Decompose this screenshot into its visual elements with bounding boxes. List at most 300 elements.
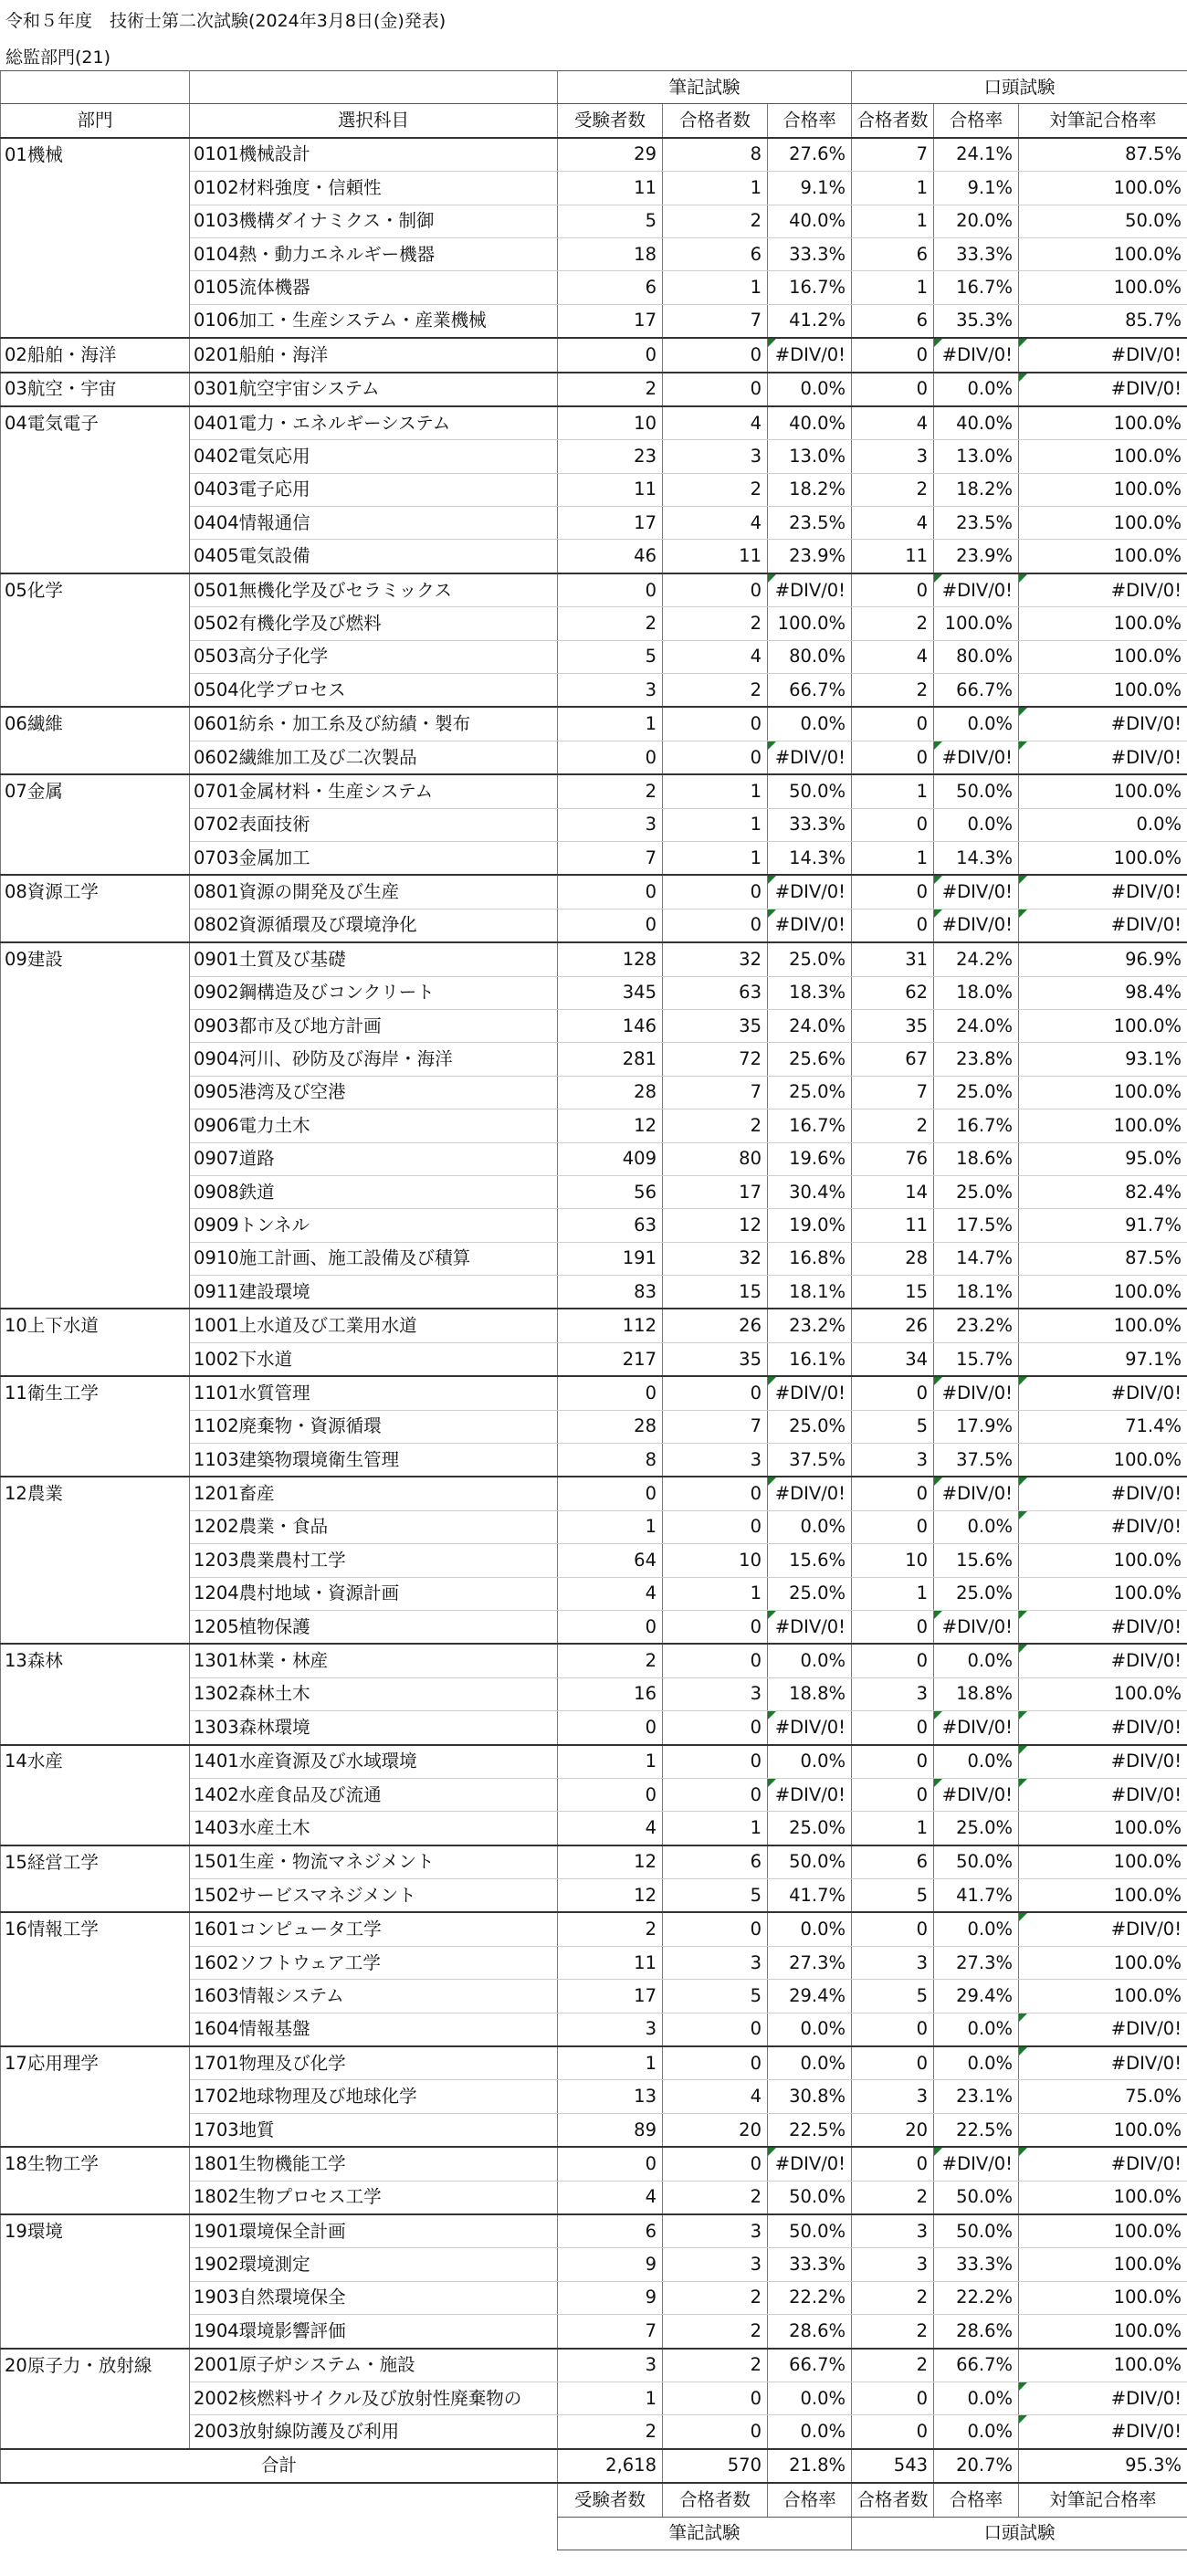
vs-written-rate-cell: 100.0% (1019, 1444, 1187, 1477)
dept-cell-empty (1, 540, 190, 573)
total-row (1, 2449, 1187, 2483)
oral-rate-cell: 50.0% (934, 1845, 1019, 1879)
dept-cell-empty (1, 1043, 190, 1076)
oral-passers-cell: 0 (852, 808, 934, 841)
passers-cell: 3 (663, 440, 768, 473)
oral-passers-cell: 0 (852, 1510, 934, 1543)
table-row (1, 1477, 1187, 1510)
table-row (1, 774, 1187, 808)
subject-name: 0102材料強度・信頼性 (190, 172, 558, 205)
oral-passers-cell: 0 (852, 1376, 934, 1410)
dept-cell-empty (1, 1009, 190, 1042)
examinees-cell: 1 (558, 2046, 663, 2080)
examinees-cell: 16 (558, 1677, 663, 1710)
examinees-cell: 18 (558, 237, 663, 270)
oral-rate-cell: #DIV/0! (934, 1778, 1019, 1811)
oral-passers-cell: 1 (852, 205, 934, 237)
vs-written-rate-cell: 100.0% (1019, 1276, 1187, 1309)
pass-rate-cell: 0.0% (768, 1510, 852, 1543)
subject-name: 0401電力・エネルギーシステム (190, 406, 558, 440)
oral-rate-cell: 80.0% (934, 640, 1019, 673)
oral-passers-cell: 2 (852, 1109, 934, 1142)
subject-name: 1002下水道 (190, 1342, 558, 1376)
table-row (1, 1276, 1187, 1309)
pass-rate-cell: 25.0% (768, 1812, 852, 1845)
oral-rate-cell: #DIV/0! (934, 338, 1019, 372)
pass-rate-cell: 19.0% (768, 1209, 852, 1242)
pass-rate-cell: #DIV/0! (768, 338, 852, 372)
oral-passers-cell: 34 (852, 1342, 934, 1376)
dept-cell-empty (1, 808, 190, 841)
oral-passers-cell: 3 (852, 2214, 934, 2248)
oral-rate-cell: 23.8% (934, 1043, 1019, 1076)
vs-written-rate-cell: 100.0% (1019, 1309, 1187, 1342)
vs-written-rate-cell: 100.0% (1019, 271, 1187, 304)
table-row (1, 1076, 1187, 1109)
dept-cell-empty (1, 674, 190, 708)
written-group-header: 筆記試験 (558, 71, 852, 104)
pass-rate-header: 合格率 (768, 104, 852, 138)
pass-rate-cell: 25.0% (768, 1076, 852, 1109)
subject-name: 1201畜産 (190, 1477, 558, 1510)
pass-rate-cell: 37.5% (768, 1444, 852, 1477)
table-row (1, 1009, 1187, 1042)
total-oral-rate: 20.7% (934, 2449, 1019, 2483)
table-row (1, 2113, 1187, 2147)
dept-cell-empty (1, 2415, 190, 2449)
pass-rate-cell: 16.7% (768, 271, 852, 304)
oral-rate-cell: 0.0% (934, 373, 1019, 406)
examinees-cell: 2 (558, 2415, 663, 2449)
pass-rate-cell: 0.0% (768, 2415, 852, 2449)
vs-written-rate-cell: 87.5% (1019, 1242, 1187, 1275)
oral-group-header: 口頭試験 (852, 71, 1187, 104)
pass-rate-cell: #DIV/0! (768, 1610, 852, 1644)
passers-cell: 2 (663, 674, 768, 708)
examinees-cell: 13 (558, 2080, 663, 2113)
passers-cell: 0 (663, 1644, 768, 1677)
oral-rate-cell: 25.0% (934, 1076, 1019, 1109)
dept-name: 13森林 (1, 1644, 190, 1677)
dept-cell-empty (1, 205, 190, 237)
examinees-cell: 89 (558, 2113, 663, 2147)
pass-rate-cell: 80.0% (768, 640, 852, 673)
examinees-cell: 4 (558, 1577, 663, 1610)
oral-passers-cell: 1 (852, 172, 934, 205)
passers-cell: 1 (663, 172, 768, 205)
total-vs-written-rate: 95.3% (1019, 2449, 1187, 2483)
dept-cell-empty (1, 1610, 190, 1644)
passers-cell: 2 (663, 607, 768, 640)
passers-cell: 0 (663, 1376, 768, 1410)
vs-written-rate-cell: #DIV/0! (1019, 1610, 1187, 1644)
dept-cell-empty (1, 1410, 190, 1443)
passers-cell: 8 (663, 138, 768, 172)
dept-cell-empty (1, 2080, 190, 2113)
subject-name: 1203農業農村工学 (190, 1544, 558, 1577)
footer-pass-rate-header: 合格率 (768, 2483, 852, 2517)
oral-passers-cell: 20 (852, 2113, 934, 2147)
table-row (1, 875, 1187, 909)
subject-name: 1604情報基盤 (190, 2013, 558, 2046)
oral-rate-cell: 24.0% (934, 1009, 1019, 1042)
passers-cell: 1 (663, 1577, 768, 1610)
subject-name: 0503高分子化学 (190, 640, 558, 673)
examinees-cell: 3 (558, 674, 663, 708)
vs-written-rate-cell: 100.0% (1019, 507, 1187, 540)
dept-cell-empty (1, 1946, 190, 1979)
dept-cell-empty (1, 1175, 190, 1208)
pass-rate-cell: 28.6% (768, 2315, 852, 2349)
passers-cell: 4 (663, 2080, 768, 2113)
dept-name: 11衛生工学 (1, 1376, 190, 1410)
subject-name: 0104熱・動力エネルギー機器 (190, 237, 558, 270)
oral-rate-cell: 24.1% (934, 138, 1019, 172)
subject-name: 1702地球物理及び地球化学 (190, 2080, 558, 2113)
table-row (1, 1142, 1187, 1175)
oral-rate-cell: 0.0% (934, 1745, 1019, 1779)
subject-name: 0908鉄道 (190, 1175, 558, 1208)
subject-name: 1403水産土木 (190, 1812, 558, 1845)
examinees-cell: 146 (558, 1009, 663, 1042)
examinees-cell: 0 (558, 573, 663, 607)
oral-rate-cell: 15.6% (934, 1544, 1019, 1577)
pass-rate-cell: 18.3% (768, 976, 852, 1009)
oral-rate-cell: 0.0% (934, 2013, 1019, 2046)
table-row (1, 2147, 1187, 2181)
oral-rate-cell: 66.7% (934, 2349, 1019, 2382)
dept-cell-empty (1, 1342, 190, 1376)
oral-rate-cell: 14.7% (934, 1242, 1019, 1275)
passers-cell: 2 (663, 473, 768, 506)
passers-cell: 0 (663, 875, 768, 909)
pass-rate-cell: 50.0% (768, 774, 852, 808)
pass-rate-cell: 25.0% (768, 942, 852, 976)
passers-cell: 0 (663, 2415, 768, 2449)
oral-passers-cell: 4 (852, 507, 934, 540)
subject-name: 1701物理及び化学 (190, 2046, 558, 2080)
dept-name: 19環境 (1, 2214, 190, 2248)
dept-cell-empty (1, 2281, 190, 2314)
pass-rate-cell: 23.2% (768, 1309, 852, 1342)
passers-cell: 0 (663, 1778, 768, 1811)
subject-name: 2001原子炉システム・施設 (190, 2349, 558, 2382)
table-row (1, 1644, 1187, 1677)
oral-passers-cell: 0 (852, 573, 934, 607)
dept-cell-empty (1, 741, 190, 774)
pass-rate-cell: 16.1% (768, 1342, 852, 1376)
table-row (1, 1444, 1187, 1477)
table-row (1, 1510, 1187, 1543)
pass-rate-cell: 0.0% (768, 373, 852, 406)
vs-written-rate-cell: 100.0% (1019, 1109, 1187, 1142)
subject-name: 1501生産・物流マネジメント (190, 1845, 558, 1879)
table-row (1, 1109, 1187, 1142)
passers-cell: 3 (663, 2248, 768, 2281)
dept-name: 15経営工学 (1, 1845, 190, 1879)
subject-name: 1301林業・林産 (190, 1644, 558, 1677)
dept-cell-empty (1, 2113, 190, 2147)
table-row (1, 976, 1187, 1009)
dept-name: 10上下水道 (1, 1309, 190, 1342)
pass-rate-cell: 22.5% (768, 2113, 852, 2147)
examinees-cell: 191 (558, 1242, 663, 1275)
vs-written-rate-cell: 95.0% (1019, 1142, 1187, 1175)
table-row (1, 440, 1187, 473)
passers-cell: 20 (663, 2113, 768, 2147)
subject-name: 1603情報システム (190, 1980, 558, 2013)
pass-rate-cell: 40.0% (768, 205, 852, 237)
examinees-cell: 0 (558, 875, 663, 909)
dept-cell-empty (1, 1677, 190, 1710)
oral-rate-cell: 100.0% (934, 607, 1019, 640)
pass-rate-cell: 30.8% (768, 2080, 852, 2113)
table-row (1, 1946, 1187, 1979)
subject-name: 0905港湾及び空港 (190, 1076, 558, 1109)
table-row (1, 1043, 1187, 1076)
oral-passers-cell: 0 (852, 1745, 934, 1779)
table-row (1, 1242, 1187, 1275)
examinees-cell: 128 (558, 942, 663, 976)
oral-passers-cell: 2 (852, 473, 934, 506)
vs-written-rate-cell: 100.0% (1019, 1677, 1187, 1710)
subject-name: 1802生物プロセス工学 (190, 2181, 558, 2214)
oral-passers-cell: 1 (852, 1812, 934, 1845)
oral-passers-cell: 5 (852, 1980, 934, 2013)
subject-name: 1204農村地域・資源計画 (190, 1577, 558, 1610)
oral-rate-cell: 0.0% (934, 1912, 1019, 1946)
examinees-cell: 0 (558, 1477, 663, 1510)
passers-cell: 0 (663, 909, 768, 942)
dept-name: 01機械 (1, 138, 190, 172)
passers-cell: 0 (663, 1745, 768, 1779)
passers-cell: 3 (663, 1444, 768, 1477)
oral-passers-cell: 0 (852, 909, 934, 942)
vs-written-rate-cell: 0.0% (1019, 808, 1187, 841)
table-row (1, 271, 1187, 304)
oral-passers-cell: 7 (852, 1076, 934, 1109)
examinees-cell: 63 (558, 1209, 663, 1242)
examinees-cell: 3 (558, 808, 663, 841)
examinees-cell: 409 (558, 1142, 663, 1175)
table-row (1, 2013, 1187, 2046)
vs-written-rate-cell: #DIV/0! (1019, 1477, 1187, 1510)
examinees-cell: 5 (558, 640, 663, 673)
subject-name: 0909トンネル (190, 1209, 558, 1242)
vs-written-rate-cell: #DIV/0! (1019, 1778, 1187, 1811)
vs-written-rate-cell: 100.0% (1019, 1980, 1187, 2013)
oral-passers-cell: 0 (852, 875, 934, 909)
header-row-columns (1, 104, 1187, 138)
table-row (1, 674, 1187, 708)
dept-name: 08資源工学 (1, 875, 190, 909)
vs-written-rate-cell: 100.0% (1019, 1009, 1187, 1042)
dept-cell-empty (1, 1242, 190, 1275)
oral-rate-cell: #DIV/0! (934, 741, 1019, 774)
oral-rate-cell: 28.6% (934, 2315, 1019, 2349)
dept-cell-empty (1, 2181, 190, 2214)
passers-cell: 2 (663, 1109, 768, 1142)
table-body (1, 138, 1187, 2449)
table-row (1, 304, 1187, 338)
examinees-cell: 12 (558, 1845, 663, 1879)
vs-written-rate-cell: 100.0% (1019, 841, 1187, 875)
dept-cell-empty (1, 909, 190, 942)
oral-rate-cell: 16.7% (934, 1109, 1019, 1142)
vs-written-rate-cell: 100.0% (1019, 640, 1187, 673)
table-row (1, 909, 1187, 942)
examinees-cell: 4 (558, 2181, 663, 2214)
oral-rate-cell: 33.3% (934, 2248, 1019, 2281)
oral-passers-cell: 0 (852, 2381, 934, 2414)
vs-written-rate-header: 対筆記合格率 (1019, 104, 1187, 138)
examinees-cell: 0 (558, 1610, 663, 1644)
table-row (1, 1577, 1187, 1610)
table-row (1, 373, 1187, 406)
dept-name: 07金属 (1, 774, 190, 808)
dept-name: 20原子力・放射線 (1, 2349, 190, 2382)
oral-passers-cell: 1 (852, 841, 934, 875)
subject-name: 0501無機化学及びセラミックス (190, 573, 558, 607)
pass-rate-cell: 23.9% (768, 540, 852, 573)
subject-name: 1103建築物環境衛生管理 (190, 1444, 558, 1477)
oral-rate-cell: #DIV/0! (934, 2147, 1019, 2181)
dept-cell-empty (1, 1142, 190, 1175)
pass-rate-cell: 0.0% (768, 2381, 852, 2414)
vs-written-rate-cell: #DIV/0! (1019, 1644, 1187, 1677)
oral-passers-cell: 4 (852, 406, 934, 440)
passers-cell: 2 (663, 2315, 768, 2349)
table-row (1, 1677, 1187, 1710)
vs-written-rate-cell: #DIV/0! (1019, 1745, 1187, 1779)
table-row (1, 1711, 1187, 1745)
vs-written-rate-cell: 100.0% (1019, 1946, 1187, 1979)
vs-written-rate-cell: 100.0% (1019, 2281, 1187, 2314)
examinees-cell: 2 (558, 1644, 663, 1677)
vs-written-rate-cell: 100.0% (1019, 540, 1187, 573)
table-row (1, 172, 1187, 205)
table-row (1, 1376, 1187, 1410)
oral-passers-cell: 2 (852, 674, 934, 708)
subject-name: 1602ソフトウェア工学 (190, 1946, 558, 1979)
passers-cell: 11 (663, 540, 768, 573)
subject-name: 0601紡糸・加工糸及び紡績・製布 (190, 707, 558, 741)
subject-name: 1205植物保護 (190, 1610, 558, 1644)
pass-rate-cell: 23.5% (768, 507, 852, 540)
passers-cell: 32 (663, 942, 768, 976)
oral-passers-cell: 28 (852, 1242, 934, 1275)
subject-name: 0906電力土木 (190, 1109, 558, 1142)
examinees-cell: 28 (558, 1076, 663, 1109)
pass-rate-cell: 40.0% (768, 406, 852, 440)
oral-passers-cell: 0 (852, 2415, 934, 2449)
pass-rate-cell: 19.6% (768, 1142, 852, 1175)
dept-cell-empty (1, 2013, 190, 2046)
oral-passers-cell: 0 (852, 741, 934, 774)
examinees-cell: 5 (558, 205, 663, 237)
vs-written-rate-cell: 100.0% (1019, 1544, 1187, 1577)
examinees-cell: 12 (558, 1879, 663, 1913)
subject-name: 0301航空宇宙システム (190, 373, 558, 406)
dept-cell-empty (1, 1577, 190, 1610)
subject-name: 1904環境影響評価 (190, 2315, 558, 2349)
table-row (1, 607, 1187, 640)
examinees-cell: 0 (558, 1376, 663, 1410)
table-row (1, 1745, 1187, 1779)
passers-cell: 0 (663, 1912, 768, 1946)
dept-header: 部門 (1, 104, 190, 138)
passers-cell: 0 (663, 741, 768, 774)
examinees-cell: 0 (558, 909, 663, 942)
dept-cell-empty (1, 1276, 190, 1309)
header-row-groups (1, 71, 1187, 104)
table-row (1, 573, 1187, 607)
oral-passers-cell: 3 (852, 1946, 934, 1979)
subject-name: 0801資源の開発及び生産 (190, 875, 558, 909)
examinees-cell: 28 (558, 1410, 663, 1443)
subject-name: 1302森林土木 (190, 1677, 558, 1710)
examinees-cell: 0 (558, 338, 663, 372)
vs-written-rate-cell: 100.0% (1019, 440, 1187, 473)
pass-rate-cell: 15.6% (768, 1544, 852, 1577)
table-row (1, 640, 1187, 673)
pass-rate-cell: 18.2% (768, 473, 852, 506)
oral-rate-cell: 25.0% (934, 1812, 1019, 1845)
oral-passers-cell: 3 (852, 2080, 934, 2113)
pass-rate-cell: #DIV/0! (768, 909, 852, 942)
pass-rate-cell: #DIV/0! (768, 741, 852, 774)
dept-name: 09建設 (1, 942, 190, 976)
examinees-cell: 0 (558, 1778, 663, 1811)
oral-passers-cell: 0 (852, 2013, 934, 2046)
examinees-cell: 17 (558, 304, 663, 338)
oral-rate-cell: #DIV/0! (934, 1477, 1019, 1510)
table-row (1, 2415, 1187, 2449)
table-row (1, 2381, 1187, 2414)
subject-name: 2003放射線防護及び利用 (190, 2415, 558, 2449)
oral-rate-cell: 17.9% (934, 1410, 1019, 1443)
subject-name: 1901環境保全計画 (190, 2214, 558, 2248)
table-row (1, 2248, 1187, 2281)
pass-rate-cell: 100.0% (768, 607, 852, 640)
vs-written-rate-cell: #DIV/0! (1019, 2046, 1187, 2080)
subject-name: 1703地質 (190, 2113, 558, 2147)
oral-passers-cell: 62 (852, 976, 934, 1009)
examinees-cell: 1 (558, 2381, 663, 2414)
examinees-cell: 2 (558, 607, 663, 640)
passers-cell: 1 (663, 1812, 768, 1845)
table-row (1, 1812, 1187, 1845)
dept-cell-empty (1, 607, 190, 640)
examinees-cell: 217 (558, 1342, 663, 1376)
oral-passers-cell: 5 (852, 1879, 934, 1913)
vs-written-rate-cell: 87.5% (1019, 138, 1187, 172)
dept-cell-empty (1, 1209, 190, 1242)
vs-written-rate-cell: 100.0% (1019, 607, 1187, 640)
examinees-cell: 29 (558, 138, 663, 172)
oral-passers-cell: 0 (852, 1610, 934, 1644)
subject-name: 0106加工・生産システム・産業機械 (190, 304, 558, 338)
oral-rate-cell: 18.0% (934, 976, 1019, 1009)
oral-rate-cell: 0.0% (934, 2415, 1019, 2449)
examinees-cell: 2 (558, 373, 663, 406)
oral-rate-cell: 35.3% (934, 304, 1019, 338)
examinees-cell: 0 (558, 1711, 663, 1745)
examinees-cell: 3 (558, 2349, 663, 2382)
examinees-cell: 6 (558, 271, 663, 304)
passers-header: 合格者数 (663, 104, 768, 138)
dept-cell-empty (1, 2315, 190, 2349)
